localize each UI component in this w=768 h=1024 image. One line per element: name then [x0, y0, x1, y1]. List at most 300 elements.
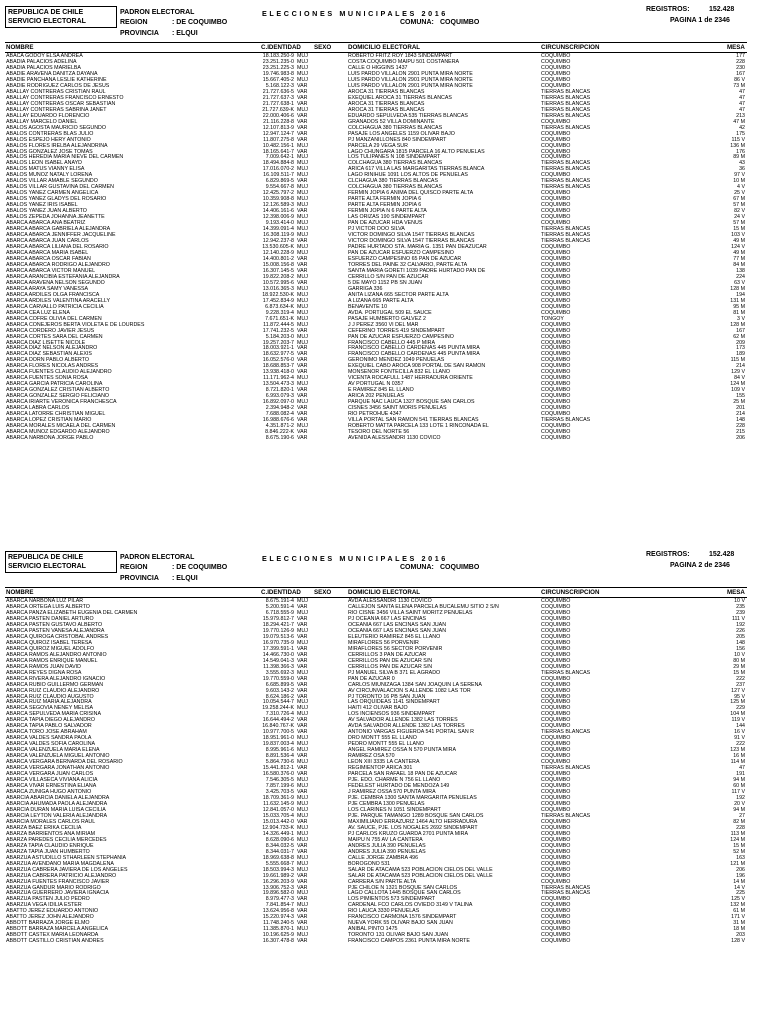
cell-domicilio: PJ VICTOR DOO SILVA [348, 226, 405, 233]
cell-circunscripcion: COQUIMBO [541, 789, 571, 795]
cell-nombre: ABALOS GONZALEZ JOSE TOMAS [6, 148, 93, 155]
cell-sexo: MUJ [297, 735, 308, 742]
cell-nombre: ABARCA VALDES SANDRA PAOLA [6, 735, 92, 742]
cell-cedula: 15.008.156-8 [262, 261, 294, 268]
cell-nombre: ABARCA ABARCA OSCAR FABIAN [6, 255, 91, 262]
cell-nombre: ABBOTT BARRAZA JORGE ELMO [6, 920, 90, 927]
cell-sexo: MUJ [297, 232, 308, 239]
cell-circunscripcion: COQUIMBO [541, 148, 571, 155]
cell-circunscripcion: COQUIMBO [541, 309, 571, 316]
cell-sexo: MUJ [297, 160, 308, 167]
cell-domicilio: AVDA ALESSANDRI 1130 COVICO [348, 598, 432, 604]
cell-nombre: ABARCA TAPIA PABLO SALVADOR [6, 723, 92, 730]
cell-nombre: ABARZUA CABRERA PATRICIO ALEJANDRO [6, 872, 117, 879]
cell-domicilio: PARQUE NAC LAUCA 1327 BOSQUE SAN CARLOS [348, 399, 475, 406]
cell-sexo: VAR [297, 771, 308, 778]
cell-sexo: VAR [297, 884, 308, 891]
cell-cedula: 18.165.641-7 [262, 148, 294, 155]
cell-domicilio: PARTE ALTA FERMIN JOPIA 6 [348, 196, 422, 203]
cell-cedula: 7.857.199-6 [265, 783, 294, 790]
cell-sexo: VAR [297, 663, 308, 670]
padron-label: PADRON ELECTORAL [120, 554, 195, 561]
cell-mesa: 47 [739, 765, 745, 772]
cell-cedula: 10.196.625-9 [262, 932, 294, 939]
cell-nombre: ABARZUA AVENDAÑO MARIA MAGDALENA [6, 860, 114, 867]
cell-cedula: 6.993.079-3 [265, 393, 294, 400]
cell-nombre: ABARCA ABARCA MARIA ISABEL [6, 249, 89, 256]
cell-mesa: 89 M [733, 154, 745, 161]
cell-mesa: 49 M [733, 238, 745, 245]
cell-mesa: 73 M [733, 82, 745, 89]
cell-nombre: ABARCA ABARCA GABRIELA ALEJANDRA [6, 226, 111, 233]
cell-mesa: 25 V [734, 190, 745, 197]
cell-domicilio: LOS PIMIENTOS 573 SINDEMPART [348, 896, 436, 903]
cell-domicilio: RIO LAUCA 3330 PEÑUELAS [348, 908, 420, 915]
registros-value: 152.428 [709, 6, 735, 13]
cell-sexo: VAR [297, 178, 308, 185]
cell-sexo: VAR [297, 938, 308, 945]
cell-mesa: 77 M [733, 255, 745, 262]
cell-mesa: 125 M [730, 699, 745, 706]
cell-circunscripcion: COQUIMBO [541, 866, 571, 873]
cell-mesa: 222 [736, 741, 745, 748]
cell-sexo: VAR [297, 94, 308, 101]
cell-cedula: 2.394.948-2 [265, 405, 294, 412]
cell-domicilio: LAS ORQUIDEAS 1141 SINDEMPART [348, 699, 440, 706]
cell-mesa: 29 M [733, 663, 745, 670]
cell-circunscripcion: COQUIMBO [541, 351, 571, 358]
cell-mesa: 209 [736, 339, 745, 346]
cell-cedula: 14.406.161-6 [262, 208, 294, 215]
cell-cedula: 21.727.639-K [262, 106, 294, 113]
cell-mesa: 194 [736, 291, 745, 298]
cell-sexo: VAR [297, 621, 308, 628]
cell-nombre: ABARCA TORO JOSE ABRAHAM [6, 729, 87, 736]
cell-nombre: ABALOS ESPEJO HERY ANTONIO [6, 136, 91, 143]
cell-circunscripcion: COQUIMBO [541, 405, 571, 412]
cell-circunscripcion: COQUIMBO [541, 842, 571, 849]
cell-nombre: ABARCA QUIROGA CRISTOBAL ANDRES [6, 633, 109, 640]
cell-cedula: 16.644.494-2 [262, 717, 294, 724]
cell-domicilio: FRANCISCO CABELLO CARDENAS 445 PUNTA MIRA [348, 351, 480, 358]
cell-nombre: ABARCA QUIROZ ISABEL TERESA [6, 639, 92, 646]
comuna-value: COQUIMBO [440, 564, 480, 571]
cell-sexo: MUJ [297, 860, 308, 867]
cell-nombre: ABARZUA CABRERA JAVIERA DE LOS ANGELES [6, 866, 128, 873]
cell-sexo: MUJ [297, 759, 308, 766]
cell-circunscripcion: COQUIMBO [541, 357, 571, 364]
cell-cedula: 8.675.191-4 [265, 598, 294, 604]
col-circunscripcion: CIRCUNSCRIPCION [541, 44, 600, 51]
cell-mesa: 84 M [733, 261, 745, 268]
cell-cedula: 9.228.319-4 [265, 309, 294, 316]
cell-sexo: VAR [297, 693, 308, 700]
cell-cedula: 12.841.057-0 [262, 806, 294, 813]
cell-sexo: VAR [297, 112, 308, 119]
cell-sexo: VAR [297, 136, 308, 143]
cell-mesa: 215 [736, 429, 745, 436]
cell-domicilio: GERONIMO MENDEZ 1049 PEÑUELAS [348, 357, 445, 364]
cell-domicilio: PADRE HURTADO STA. MARIA G. 1351 PAN DEAZUCAR [348, 244, 487, 250]
cell-domicilio: ELEUTERIO RAMIREZ 845 EL LLANO [348, 633, 441, 640]
cell-circunscripcion: COQUIMBO [541, 818, 571, 825]
cell-nombre: ABARCA ABARCA VICTOR MANUEL [6, 267, 96, 274]
cell-circunscripcion: COQUIMBO [541, 896, 571, 903]
cell-circunscripcion: COQUIMBO [541, 753, 571, 760]
cell-circunscripcion: TIERRAS BLANCAS [541, 160, 591, 167]
cell-mesa: 124 M [730, 381, 745, 388]
cell-domicilio: REGIMIENTOP ARICA 301 [348, 765, 413, 772]
cell-nombre: ABARZA BARRIENTOS ANA MIRIAM [6, 830, 96, 837]
cell-sexo: MUJ [297, 609, 308, 616]
cell-domicilio: GRANADOS 52 VILLA DOMINANTE [348, 118, 435, 125]
cell-nombre: ABARZUA PASTEN JULIO PEDRO [6, 896, 90, 903]
cell-circunscripcion: COQUIMBO [541, 285, 571, 292]
cell-mesa: 67 M [733, 196, 745, 203]
cell-domicilio: AV SALVADOR ALLENDE 1382 LAS TORRES [348, 717, 458, 724]
cell-mesa: 60 M [733, 783, 745, 790]
provincia-value: : ELQUI [172, 30, 198, 37]
cell-mesa: 163 [736, 854, 745, 861]
cell-sexo: VAR [297, 914, 308, 921]
cell-nombre: ABARZUA FUENTES FRANCISCO JAVIER [6, 878, 110, 885]
cell-cedula: 14.466.730-0 [262, 651, 294, 658]
cell-cedula: 16.109.511-7 [263, 172, 294, 179]
cell-domicilio: AVENIDA ALESSANDRI 1130 COVICO [348, 435, 441, 441]
cell-domicilio: LEON XIII 3335 LA CANTERA [348, 759, 420, 766]
cell-cedula: 13.624.956-8 [262, 908, 294, 915]
cell-nombre: ABADIE RODRIGUEZ CARLOS DE JESUS [6, 82, 110, 89]
cell-sexo: VAR [297, 255, 308, 262]
cell-nombre: ABARCA FUENTES SONIA ROSA [6, 375, 88, 382]
registros-label: REGISTROS: [646, 6, 690, 13]
col-domicilio: DOMICILIO ELECTORAL [348, 44, 421, 51]
cell-nombre: ABALOS HEREDIA MARIA NIEVE DEL CARMEN [6, 154, 124, 161]
cell-mesa: 43 [739, 160, 745, 167]
cell-sexo: MUJ [297, 423, 308, 430]
cell-sexo: VAR [297, 148, 308, 155]
cell-mesa: 167 [736, 70, 745, 77]
cell-sexo: MUJ [297, 794, 308, 801]
cell-circunscripcion: COQUIMBO [541, 118, 571, 125]
cell-cedula: 18.709.361-9 [262, 794, 294, 801]
cell-sexo: MUJ [297, 932, 308, 939]
registros-label: REGISTROS: [646, 551, 690, 558]
cell-circunscripcion: COQUIMBO [541, 645, 571, 652]
cell-sexo: MUJ [297, 705, 308, 712]
cell-nombre: ABARCA GONZALEZ CRISTIAN ALBERTO [6, 387, 110, 394]
cell-circunscripcion: COQUIMBO [541, 663, 571, 670]
cell-domicilio: CEFERINO TORRES 419 SINDEMPART [348, 327, 445, 334]
cell-nombre: ABARCA RUIZ MARIA ALEJANDRA [6, 699, 92, 706]
cell-domicilio: PASAJE HUMBERTO GALVEZ 2 [348, 315, 426, 322]
cell-mesa: 81 M [733, 309, 745, 316]
cell-circunscripcion: COQUIMBO [541, 860, 571, 867]
cell-circunscripcion: COQUIMBO [541, 244, 571, 250]
table-header [5, 587, 747, 598]
cell-domicilio: CISNES 3456 SAINT MORIS PEÑUELAS [348, 405, 447, 412]
cell-cedula: 11.872.444-5 [263, 321, 294, 328]
cell-sexo: VAR [297, 369, 308, 376]
region-value: : DE COQUIMBO [172, 19, 228, 26]
cell-sexo: VAR [297, 645, 308, 652]
cell-cedula: 18.183.250-9 [262, 53, 294, 59]
cell-mesa: 230 [736, 64, 745, 71]
cell-mesa: 16 M [733, 753, 745, 760]
cell-circunscripcion: TIERRAS BLANCAS [541, 184, 591, 191]
cell-cedula: 11.385.870-1 [263, 926, 294, 933]
cell-nombre: ABARCA ARAYA SAMY VANESSA [6, 285, 89, 292]
cell-circunscripcion: TIERRAS BLANCAS [541, 729, 591, 736]
cell-sexo: MUJ [297, 399, 308, 406]
cell-sexo: VAR [297, 238, 308, 245]
cell-cedula: 9.554.667-8 [265, 184, 294, 191]
cell-nombre: ABALLAY CONTRERAS OSCAR SEBASTIAN [6, 100, 116, 107]
cell-circunscripcion: COQUIMBO [541, 621, 571, 628]
cell-domicilio: LUIS PARDO VILLALON 2901 PUNTA MIRA NORTE [348, 82, 473, 89]
cell-domicilio: AROCA 31 TIERRAS BLANCAS [348, 88, 425, 95]
cell-sexo: VAR [297, 327, 308, 334]
cell-cedula: 7.688.082-4 [265, 411, 294, 418]
cell-domicilio: MIRAFLORES 56 PORVENIR [348, 639, 419, 646]
cell-cedula: 16.892.097-0 [262, 399, 294, 406]
cell-domicilio: ANITA LIZANA 665 SECTOR PARTE ALTA [348, 291, 449, 298]
cell-mesa: 91 V [734, 735, 745, 742]
cell-circunscripcion: COQUIMBO [541, 687, 571, 694]
cell-sexo: MUJ [297, 783, 308, 790]
cell-sexo: MUJ [297, 172, 308, 179]
cell-sexo: MUJ [297, 598, 308, 604]
cell-mesa: 206 [736, 435, 745, 441]
cell-nombre: ABALOS VILLAR GUSTAVINA DEL CARMEN [6, 184, 114, 191]
cell-domicilio: PJE CHILOE N 1321 BOSQUE SAN CARLOS [348, 884, 458, 891]
cell-circunscripcion: COQUIMBO [541, 387, 571, 394]
cell-circunscripcion: COQUIMBO [541, 830, 571, 837]
cell-circunscripcion: COQUIMBO [541, 279, 571, 286]
cell-circunscripcion: COQUIMBO [541, 920, 571, 927]
cell-domicilio: OCEANIA 667 LAS ENCINAS SAN JUAN [348, 627, 447, 634]
cell-circunscripcion: COQUIMBO [541, 208, 571, 215]
cell-sexo: MUJ [297, 339, 308, 346]
comuna-label: COMUNA: [400, 19, 434, 26]
cell-sexo: MUJ [297, 142, 308, 149]
cell-circunscripcion: COQUIMBO [541, 172, 571, 179]
cell-mesa: 86 V [734, 76, 745, 83]
cell-domicilio: FRANCISCO CABELLO CARDENAS 445 PUNTA MIRA [348, 345, 480, 352]
cell-cedula: 15.667.405-2 [262, 76, 294, 83]
cell-circunscripcion: COQUIMBO [541, 651, 571, 658]
cell-circunscripcion: COQUIMBO [541, 53, 571, 59]
cell-domicilio: MAIPU N 755 AV LA CANTERA [348, 836, 423, 843]
cell-circunscripcion: COQUIMBO [541, 657, 571, 664]
cell-circunscripcion: COQUIMBO [541, 273, 571, 280]
cell-mesa: 225 [736, 890, 745, 897]
cell-domicilio: CARRERA S/N PARTE ALTA [348, 878, 417, 885]
cell-cedula: 13.938.418-0 [262, 369, 294, 376]
cell-nombre: ABATTO JEREZ JOHN ALEJANDRO [6, 914, 94, 921]
cell-nombre: ABARZUA VEGA IDILIA ESTER [6, 902, 82, 909]
cell-nombre: ABALOS YAÑEZ GLADYS DEL ROSARIO [6, 196, 107, 203]
cell-sexo: VAR [297, 351, 308, 358]
cell-cedula: 10.572.995-6 [262, 279, 294, 286]
cell-sexo: VAR [297, 615, 308, 622]
cell-domicilio: GARRIGA 336 [348, 285, 383, 292]
cell-cedula: 19.822.208-2 [262, 273, 294, 280]
cell-nombre: ABALOS MATUS VIANNY ELISA [6, 166, 85, 173]
cell-domicilio: BENAVENTE 10 [348, 303, 388, 310]
cell-cedula: 17.452.834-9 [262, 297, 294, 304]
cell-circunscripcion: COQUIMBO [541, 598, 571, 604]
cell-cedula: 7.546.305-5 [265, 777, 294, 784]
cell-cedula: 8.721.820-1 [265, 387, 294, 394]
region-label: REGION [120, 19, 148, 26]
cell-circunscripcion: TIERRAS BLANCAS [541, 812, 591, 819]
cell-mesa: 121 M [730, 860, 745, 867]
cell-mesa: 62 M [733, 333, 745, 340]
cell-cedula: 19.770.126-9 [262, 627, 294, 634]
cell-nombre: ABARCA ABARCA ANA BEATRIZ [6, 220, 86, 227]
cell-domicilio: ARICA 202 PEÑUELAS [348, 393, 404, 400]
cell-cedula: 16.052.576-0 [262, 357, 294, 364]
cell-cedula: 10.977.700-5 [262, 729, 294, 736]
cell-circunscripcion: TIERRAS BLANCAS [541, 226, 591, 233]
cell-cedula: 16.970.735-9 [262, 639, 294, 646]
cell-nombre: ABARCA COFRE OLIVIA DEL CARMEN [6, 315, 102, 322]
cell-sexo: MUJ [297, 824, 308, 831]
cell-mesa: 25 M [733, 399, 745, 406]
cell-domicilio: ARICA 617 VILLA LAS MARGARITAS TIERRAS BLANCA [348, 166, 485, 173]
voter-table [5, 53, 747, 441]
cell-cedula: 11.171.962-4 [263, 375, 294, 382]
cell-circunscripcion: COQUIMBO [541, 771, 571, 778]
cell-mesa: 132 M [730, 902, 745, 909]
republic-label: REPUBLICA DE CHILE [8, 9, 84, 16]
cell-domicilio: PAN DE AZUCAR HDA VENUS [348, 220, 423, 227]
cell-cedula: 14.326.449-1 [262, 830, 294, 837]
cell-circunscripcion: COQUIMBO [541, 615, 571, 622]
cell-nombre: ABARCA RAMOS ALEJANDRO ANTONIO [6, 651, 107, 658]
col-cedula: C.IDENTIDAD [261, 589, 301, 596]
cell-cedula: 10.054.544-7 [262, 699, 294, 706]
cell-sexo: VAR [297, 411, 308, 418]
cell-domicilio: VILLA PORTAL SAN RAMON 541 TIERRAS BLANCAS [348, 417, 479, 424]
cell-sexo: MUJ [297, 699, 308, 706]
cell-circunscripcion: COQUIMBO [541, 76, 571, 83]
cell-sexo: MUJ [297, 806, 308, 813]
cell-circunscripcion: COQUIMBO [541, 64, 571, 71]
cell-circunscripcion: COQUIMBO [541, 759, 571, 766]
cell-nombre: ABARCA VERGARA BERNARDA DEL ROSARIO [6, 759, 123, 766]
cell-circunscripcion: COQUIMBO [541, 399, 571, 406]
cell-mesa: 15 M [733, 669, 745, 676]
cell-sexo: MUJ [297, 777, 308, 784]
cell-domicilio: LOS INCIENSOS 936 SINDEMPART [348, 711, 436, 718]
cell-circunscripcion: COQUIMBO [541, 261, 571, 268]
cell-cedula: 18.969.638-8 [262, 854, 294, 861]
cell-cedula: 8.846.222-K [265, 429, 294, 436]
cell-nombre: ABARCA ARAVENA NELSON SEGUNDO [6, 279, 105, 286]
cell-cedula: 12.126.589-3 [262, 202, 294, 209]
cell-mesa: 213 [736, 112, 745, 119]
cell-cedula: 8.995.961-6 [265, 747, 294, 754]
cell-nombre: ABALOS FLORES IRELBA ALEJANDRINA [6, 142, 108, 149]
cell-nombre: ABARCA VIVAR ERNESTINA ELIANA [6, 783, 97, 790]
cell-mesa: 136 M [730, 142, 745, 149]
cell-domicilio: FERMIN JOPIA N 6 PARTE ALTA [348, 208, 427, 215]
cell-cedula: 19.746.983-8 [262, 70, 294, 77]
cell-mesa: 97 V [734, 172, 745, 179]
cell-cedula: 12.947.124-7 [262, 130, 294, 137]
cell-domicilio: PJ MANZANILLONES 840 SINDEMPART [348, 136, 447, 143]
cell-cedula: 19.257.203-7 [262, 339, 294, 346]
cell-sexo: VAR [297, 717, 308, 724]
cell-sexo: VAR [297, 345, 308, 352]
cell-mesa: 173 [736, 345, 745, 352]
cell-cedula: 15.033.705-4 [262, 812, 294, 819]
cell-sexo: MUJ [297, 639, 308, 646]
page-header [0, 545, 768, 587]
cell-circunscripcion: COQUIMBO [541, 202, 571, 209]
cell-sexo: MUJ [297, 830, 308, 837]
cell-domicilio: FEDELEST HURTADO DE MENDOZA 149 [348, 783, 450, 790]
cell-domicilio: FERMIN JOPIA 6 ANIMA DEL QUISCO PARTE ALTA [348, 190, 474, 197]
cell-domicilio: RIO CISNE 3456 VILLA SAINT MORITZ PEÑUELAS [348, 609, 473, 616]
cell-domicilio: CALLEJON SANTA ELENA PARCELA BUCALEMU SITIO 2 S/N [348, 603, 499, 610]
cell-circunscripcion: COQUIMBO [541, 333, 571, 340]
cell-cedula: 5.184.203-0 [265, 333, 294, 340]
cell-nombre: ABARCA GONZALEZ SERGIO FELICIANO [6, 393, 110, 400]
cell-sexo: VAR [297, 848, 308, 855]
cell-circunscripcion: COQUIMBO [541, 369, 571, 376]
cell-cedula: 10.359.908-8 [262, 196, 294, 203]
cell-cedula: 6.829.869-5 [265, 178, 294, 185]
cell-sexo: VAR [297, 681, 308, 688]
cell-cedula: 19.258.244-K [262, 705, 294, 712]
cell-mesa: 95 V [734, 693, 745, 700]
cell-mesa: 27 [739, 812, 745, 819]
cell-nombre: ABARCA SEGOVIA NENEY MELISA [6, 705, 94, 712]
cell-nombre: ABADIA PALACIOS ADELINA [6, 58, 77, 65]
cell-nombre: ABADIE PANCHANA LESLIE KATHERINE [6, 76, 107, 83]
cell-sexo: MUJ [297, 244, 308, 250]
cell-nombre: ABARCA IRIARTE VERONICA FRANCHESCA [6, 399, 117, 406]
cell-circunscripcion: COQUIMBO [541, 824, 571, 831]
cell-mesa: 156 [736, 645, 745, 652]
cell-circunscripcion: COQUIMBO [541, 914, 571, 921]
cell-nombre: ABALOS VILLAR AMABLE SEGUNDO [6, 178, 98, 185]
cell-cedula: 8.628.090-6 [265, 836, 294, 843]
cell-nombre: ABADIA PALACIOS MARIELBA [6, 64, 81, 71]
cell-sexo: MUJ [297, 669, 308, 676]
cell-circunscripcion: TIERRAS BLANCAS [541, 890, 591, 897]
cell-domicilio: PJE. EDO. CHARME N 756 EL LLANO [348, 777, 441, 784]
cell-sexo: VAR [297, 842, 308, 849]
cell-nombre: ABARCA DIAZ NELSON ALEJANDRO [6, 345, 98, 352]
cell-cedula: 4.351.871-2 [265, 423, 294, 430]
cell-circunscripcion: COQUIMBO [541, 777, 571, 784]
col-domicilio: DOMICILIO ELECTORAL [348, 589, 421, 596]
cell-cedula: 19.770.559-0 [262, 675, 294, 682]
col-mesa: MESA [727, 589, 745, 596]
cell-circunscripcion: COQUIMBO [541, 723, 571, 730]
cell-circunscripcion: COQUIMBO [541, 381, 571, 388]
page-header [0, 0, 768, 42]
cell-mesa: 94 M [733, 777, 745, 784]
cell-nombre: ABALOS CONTRERAS BLAS JULIO [6, 130, 94, 137]
cell-nombre: ABARZUA GUERRERO JAVIERA IGNACIA [6, 890, 109, 897]
cell-circunscripcion: COQUIMBO [541, 932, 571, 939]
cell-domicilio: LOS TULIPANES N 108 SINDEMPART [348, 154, 441, 161]
